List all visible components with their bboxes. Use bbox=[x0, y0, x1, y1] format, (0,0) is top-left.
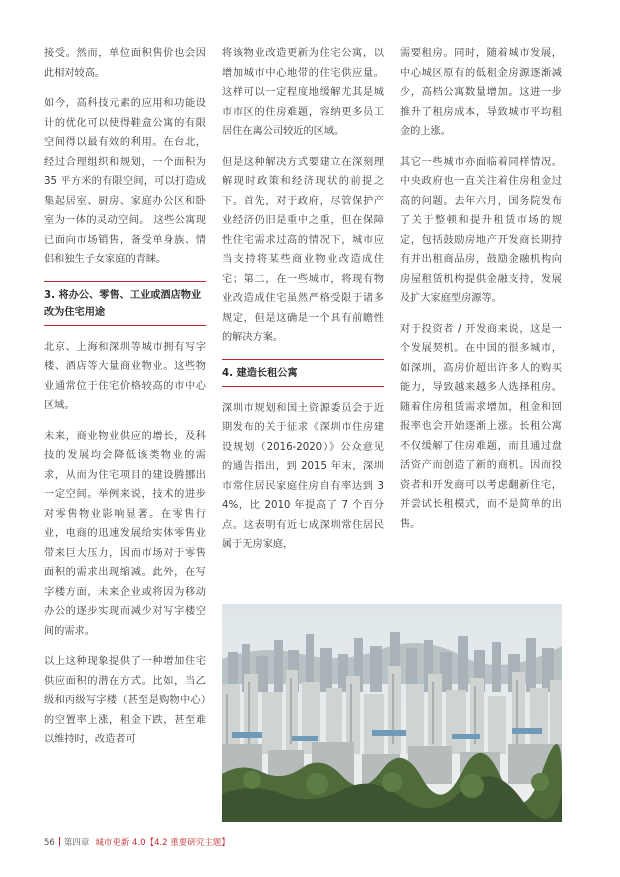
paragraph: 需要租房。同时，随着城市发展，中心城区原有的低租金房源逐渐减少，高档公寓数量增加。这进一步推升了租房成本，导致城市平均租金的上涨。 bbox=[400, 48, 562, 137]
paragraph: 如今，高科技元素的应用和功能设计的优化可以使得鞋盒公寓的有限空间得以最有效的利用。在台北，经过合理组织和规划，一个面积为 35 平方米的有限空间，可以打造成集起居室、厨房、家庭办公区和卧室为一体的灵动空间。 这些公寓现已面向市场销售，备受单身族、情侣和独生子女家庭的青睐。 bbox=[44, 98, 206, 265]
section-heading-4: 4. 建造长租公寓 bbox=[222, 359, 384, 387]
text-column-3 bbox=[400, 44, 562, 545]
paragraph: 深圳市规划和国土资源委员会于近期发布的关于征求《深圳市住房建设规划（2016-2020）》公众意见的通告指出，到 2015 年末，深圳市常住居民家庭住房自有率达到 34%，比 2010 年提高了 7 个百分点。这表明有近七成深圳常住居民属于无房家庭， bbox=[222, 402, 384, 550]
page-number: 56 bbox=[44, 838, 55, 848]
paragraph: 将该物业改造更新为住宅公寓，以增加城市中心地带的住宅供应量。这样可以一定程度地缓解尤其是城市市区的住房难题，容纳更多员工居住在离公司较近的区域。 bbox=[222, 48, 384, 137]
text-column-2 bbox=[222, 44, 384, 566]
paragraph: 但是这种解决方式要建立在深刻理解现时政策和经济现状的前提之下。首先，对于政府，尽管保护产业经济仍旧是重中之重，但在保障性住宅需求过高的情况下，城市应当支持将某些商业物业改造成住宅；第二，在一些城市，将现有物业改造成住宅虽然严格受限于诸多规定，但是这确是一个具有前瞻性的解决方案。 bbox=[222, 156, 384, 343]
section-heading-3: 3. 将办公、零售、工业或酒店物业改为住宅用途 bbox=[44, 281, 206, 326]
paragraph: 接受。然而，单位面积售价也会因此相对较高。 bbox=[44, 48, 206, 79]
page-footer bbox=[44, 837, 230, 849]
paragraph: 未来，商业物业供应的增长，及科技的发展均会降低该类物业的需求，从而为住宅项目的建设腾挪出一定空间。举例来说，技术的进步对零售物业影响显著。在零售行业，电商的迅速发展给实体零售业带来巨大压力，因而市场对于零售面积的需求出现缩减。此外，在写字楼方面，未来企业或将因为移动办公的逐步实现而减少对写字楼空间的需求。 bbox=[44, 430, 206, 637]
footer-divider bbox=[59, 837, 60, 846]
footer-title: 城市更新 4.0【4.2 重要研究主题】 bbox=[95, 838, 230, 848]
paragraph: 其它一些城市亦面临着同样情况。中央政府也一直关注着住房租金过高的问题。去年六月，国务院发布了关于整顿和提升租赁市场的规定，包括鼓励房地产开发商长期持有并出租商品房，鼓励金融机构向房屋租赁机构提供金融支持，发展及扩大家庭型房源等。 bbox=[400, 156, 562, 304]
paragraph: 以上这种现象提供了一种增加住宅供应面积的潜在方式。比如，当乙级和丙级写字楼（甚至是购物中心）的空置率上涨，租金下跌，甚至难以维持时，改造者可 bbox=[44, 656, 206, 745]
paragraph: 北京、上海和深圳等城市拥有写字楼、酒店等大量商业物业。这些物业通常位于住宅价格较高的市中心区域。 bbox=[44, 341, 206, 411]
text-column-1 bbox=[44, 44, 206, 761]
footer-chapter: 第四章 bbox=[63, 838, 90, 848]
paragraph: 对于投资者 / 开发商来说，这是一个发展契机。在中国的很多城市，如深圳，高房价超出许多人的购买能力，导致越来越多人选择租房。随着住房租赁需求增加，租金和回报率也会开始逐渐上涨。长租公寓不仅缓解了住房难题，而且通过盘活资产而创造了新的商机。因而投资者和开发商可以考虑翻新住宅，并尝试长租模式，而不是简单的出售。 bbox=[400, 323, 562, 530]
city-skyline-photo bbox=[222, 604, 562, 822]
